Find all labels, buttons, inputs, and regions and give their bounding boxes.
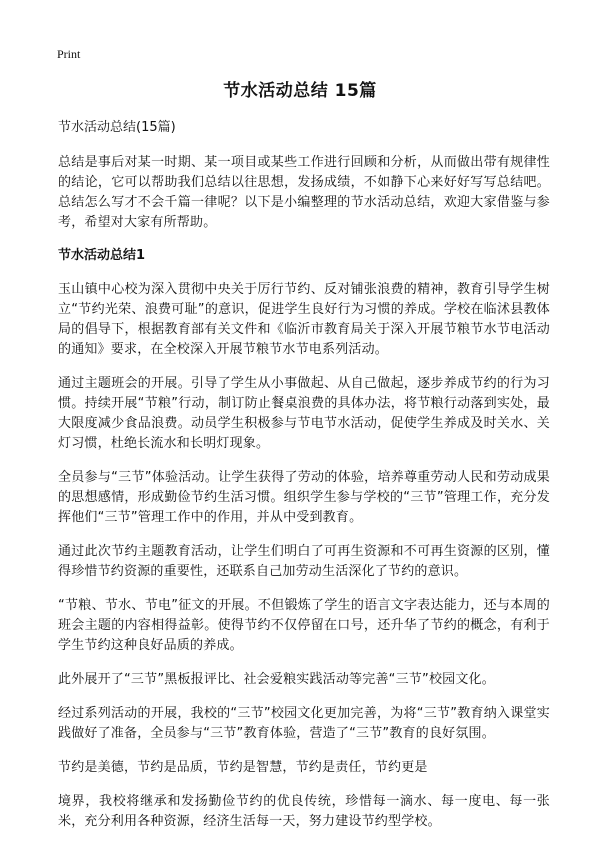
body-paragraph: 节约是美德，节约是品质，节约是智慧，节约是责任，节约更是 [58,760,428,775]
body-paragraph: 通过主题班会的开展。引导了学生从小事做起、从自己做起，逐步养成节约的行为习惯。持续开展“节粮”行动，制订防止餐桌浪费的具体办法，将节粮行动落到实处，最大限度减少食品浪费。动员学生积极参与节电节水活动，促使学生养成及时关水、关灯习惯，杜绝长流水和长明灯现象。 [58,376,550,451]
body-paragraph: 玉山镇中心校为深入贯彻中央关于厉行节约、反对铺张浪费的精神，教育引导学生树立“节约光荣、浪费可耻”的意识，促进学生良好行为习惯的养成。学校在临沭县教体局的倡导下，根据教育部有关文件和《临沂市教育局关于深入开展节粮节水节电活动的通知》要求，在全校深入开展节粮节水节电系列活动。 [58,282,550,357]
body-paragraph: 此外展开了“三节”黑板报评比、社会爱粮实践活动等完善“三节”校园文化。 [58,672,495,687]
body-paragraph: 境界，我校将继承和发扬勤俭节约的优良传统，珍惜每一滴水、每一度电、每一张米，充分利用各种资源，经济生活每一天，努力建设节约型学校。 [58,794,550,829]
body-paragraph: 通过此次节约主题教育活动，让学生们明白了可再生资源和不可再生资源的区别，懂得珍惜节约资源的重要性，还联系自己加劳动生活深化了节约的意识。 [58,544,550,579]
intro-paragraph: 总结是事后对某一时期、某一项目或某些工作进行回顾和分析，从而做出带有规律性的结论，它可以帮助我们总结以往思想，发扬成绩，不如静下心来好好写写总结吧。总结怎么写才不会千篇一律呢？以下是小编整理的节水活动总结，欢迎大家借鉴与参考，希望对大家有所帮助。 [58,155,550,230]
document-body [58,119,550,846]
document-subtitle: 节水活动总结(15篇) [58,120,176,135]
document-title: 节水活动总结 15篇 [223,81,377,101]
section-heading: 节水活动总结1 [58,248,146,263]
print-link[interactable]: Print [57,47,81,61]
body-paragraph: “节粮、节水、节电”征文的开展。不但锻炼了学生的语言文字表达能力，还与本周的班会主题的内容相得益彰。使得节约不仅停留在口号，还升华了节约的概念，有利于学生节约这种良好品质的养成。 [58,598,550,653]
body-paragraph: 经过系列活动的开展，我校的“三节”校园文化更加完善，为将“三节”教育纳入课堂实践做好了准备，全员参与“三节”教育体验，营造了“三节”教育的良好氛围。 [58,706,550,741]
body-paragraph: 全员参与“三节”体验活动。让学生获得了劳动的体验，培养尊重劳动人民和劳动成果的思想感情，形成勤俭节约生活习惯。组织学生参与学校的“三节”管理工作，充分发挥他们“三节”管理工作中的作用，并从中受到教育。 [58,470,550,525]
